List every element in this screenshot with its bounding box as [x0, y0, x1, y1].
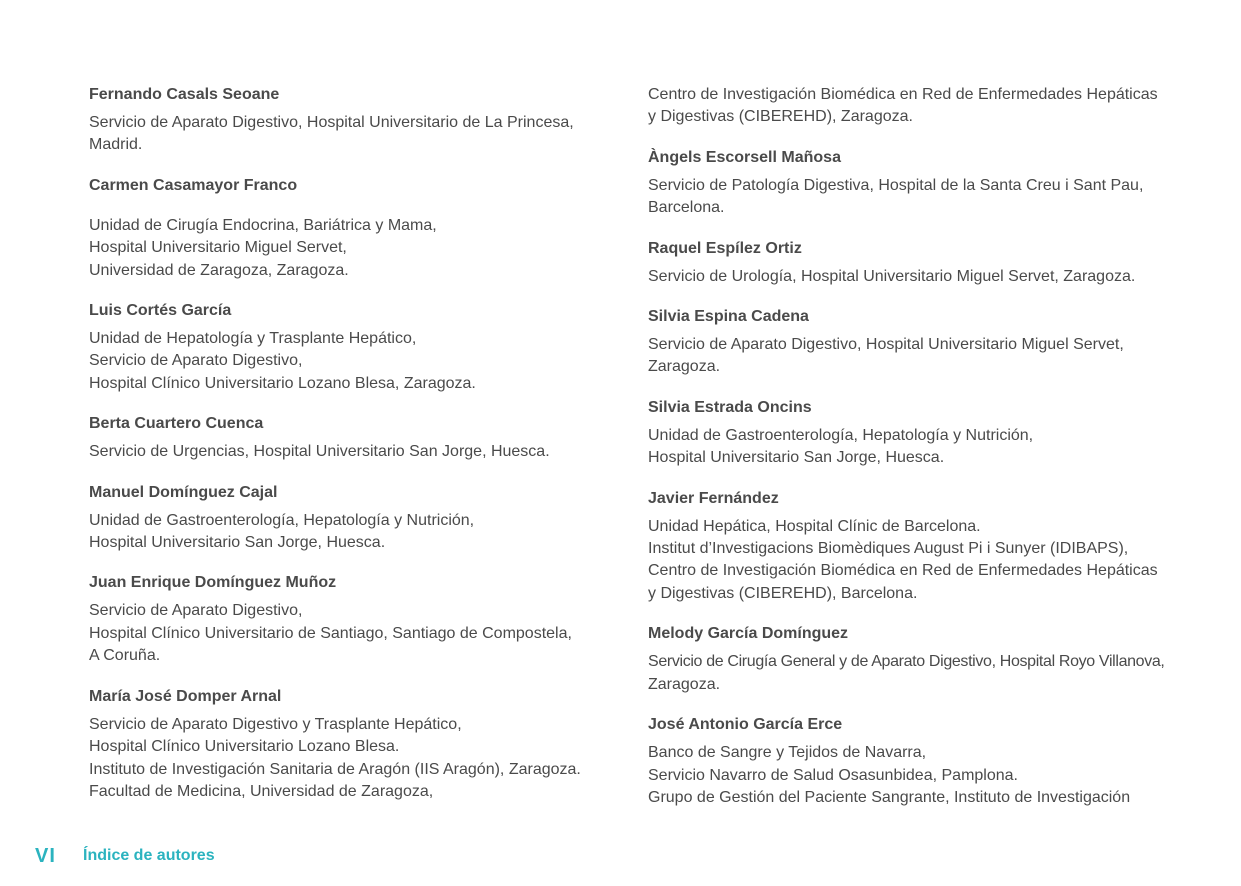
author-name: Silvia Estrada Oncins [648, 398, 812, 416]
author-entry [648, 397, 1168, 470]
affiliation-line: Hospital Clínico Universitario Lozano Blesa. [89, 738, 400, 756]
author-name: Fernando Casals Seoane [89, 86, 280, 103]
affiliation-line: y Digestivas (CIBEREHD), Barcelona. [648, 584, 918, 602]
affiliation-line: Barcelona. [648, 199, 725, 217]
affiliation-line: Unidad de Hepatología y Trasplante Hepático, [89, 330, 417, 348]
author-name: José Antonio García Erce [648, 716, 843, 734]
author-name: Luis Cortés García [89, 302, 232, 320]
affiliation-line: Banco de Sangre y Tejidos de Navarra, [648, 744, 927, 762]
affiliation-line: Hospital Clínico Universitario Lozano Blesa, Zaragoza. [89, 374, 476, 392]
affiliation-line: Madrid. [89, 136, 143, 154]
author-entry [89, 482, 589, 555]
affiliation-line: Servicio de Aparato Digestivo, Hospital Universitario Miguel Servet, [648, 336, 1124, 354]
author-entry [648, 714, 1168, 809]
author-entry [648, 306, 1168, 379]
affiliation-line: Facultad de Medicina, Universidad de Zaragoza, [89, 782, 434, 800]
affiliation-line: Unidad Hepática, Hospital Clínic de Barcelona. [648, 517, 981, 535]
affiliation-line: Servicio de Aparato Digestivo, [89, 352, 303, 370]
affiliation-line: Centro de Investigación Biomédica en Red de Enfermedades Hepáticas [648, 86, 1158, 103]
right-column [648, 84, 1168, 827]
author-entry [648, 623, 1168, 696]
affiliation-line: Servicio de Urología, Hospital Universitario Miguel Servet, Zaragoza. [648, 267, 1136, 285]
affiliation-line: Instituto de Investigación Sanitaria de Aragón (IIS Aragón), Zaragoza. [89, 760, 581, 778]
author-name: Juan Enrique Domínguez Muñoz [89, 574, 337, 592]
affiliation-line: Servicio de Aparato Digestivo, Hospital Universitario de La Princesa, [89, 114, 574, 131]
affiliation-line: Servicio Navarro de Salud Osasunbidea, Pamplona. [648, 766, 1018, 784]
page-footer [35, 843, 215, 869]
affiliation-line: Hospital Clínico Universitario de Santiago, Santiago de Compostela, [89, 624, 572, 642]
author-name: Manuel Domínguez Cajal [89, 483, 278, 501]
affiliation-line: Servicio de Patología Digestiva, Hospital de la Santa Creu i Sant Pau, [648, 176, 1144, 194]
author-entry [89, 572, 589, 667]
affiliation-line: Institut d’Investigacions Biomèdiques August Pi i Sunyer (IDIBAPS), [648, 540, 1129, 558]
author-name: Raquel Espílez Ortiz [648, 239, 802, 257]
affiliation-line: Unidad de Gastroenterología, Hepatología y Nutrición, [89, 511, 475, 529]
affiliation-line: Servicio de Cirugía General y de Aparato Digestivo, Hospital Royo Villanova, [648, 653, 1165, 671]
affiliation-line: Hospital Universitario Miguel Servet, [89, 239, 347, 257]
affiliation-line: y Digestivas (CIBEREHD), Zaragoza. [648, 108, 913, 126]
author-name: Javier Fernández [648, 489, 779, 507]
continued-affiliation [648, 84, 1168, 129]
affiliation-line: Hospital Universitario San Jorge, Huesca. [648, 449, 945, 467]
page-number: VI [35, 844, 56, 867]
author-name: Silvia Espina Cadena [648, 308, 809, 326]
author-name: María José Domper Arnal [89, 687, 282, 705]
affiliation-line: Unidad de Cirugía Endocrina, Bariátrica y Mama, [89, 216, 437, 234]
author-entry [648, 488, 1168, 606]
affiliation-line: Universidad de Zaragoza, Zaragoza. [89, 261, 349, 279]
affiliation-line: Zaragoza. [648, 358, 721, 376]
section-title: Índice de autores [83, 847, 215, 864]
author-entry [89, 84, 589, 157]
affiliation-line: Grupo de Gestión del Paciente Sangrante, Instituto de Investigación [648, 788, 1131, 806]
author-name: Carmen Casamayor Franco [89, 176, 298, 194]
author-entry [89, 175, 589, 282]
affiliation-line: Servicio de Urgencias, Hospital Universitario San Jorge, Huesca. [89, 443, 550, 461]
affiliation-line: Servicio de Aparato Digestivo y Trasplante Hepático, [89, 715, 462, 733]
author-name: Melody García Domínguez [648, 625, 849, 643]
affiliation-line: Zaragoza. [648, 675, 721, 693]
affiliation-line: Hospital Universitario San Jorge, Huesca. [89, 534, 386, 552]
author-name: Àngels Escorsell Mañosa [648, 148, 841, 166]
author-name: Berta Cuartero Cuenca [89, 415, 264, 433]
left-column [89, 84, 589, 821]
affiliation-line: Servicio de Aparato Digestivo, [89, 602, 303, 620]
author-entry [89, 300, 589, 395]
author-entry [89, 413, 589, 463]
affiliation-line: Unidad de Gastroenterología, Hepatología y Nutrición, [648, 426, 1034, 444]
author-entry [89, 686, 589, 804]
affiliation-line: A Coruña. [89, 647, 161, 665]
author-entry [648, 147, 1168, 220]
affiliation-line: Centro de Investigación Biomédica en Red de Enfermedades Hepáticas [648, 562, 1158, 580]
author-entry [648, 238, 1168, 288]
